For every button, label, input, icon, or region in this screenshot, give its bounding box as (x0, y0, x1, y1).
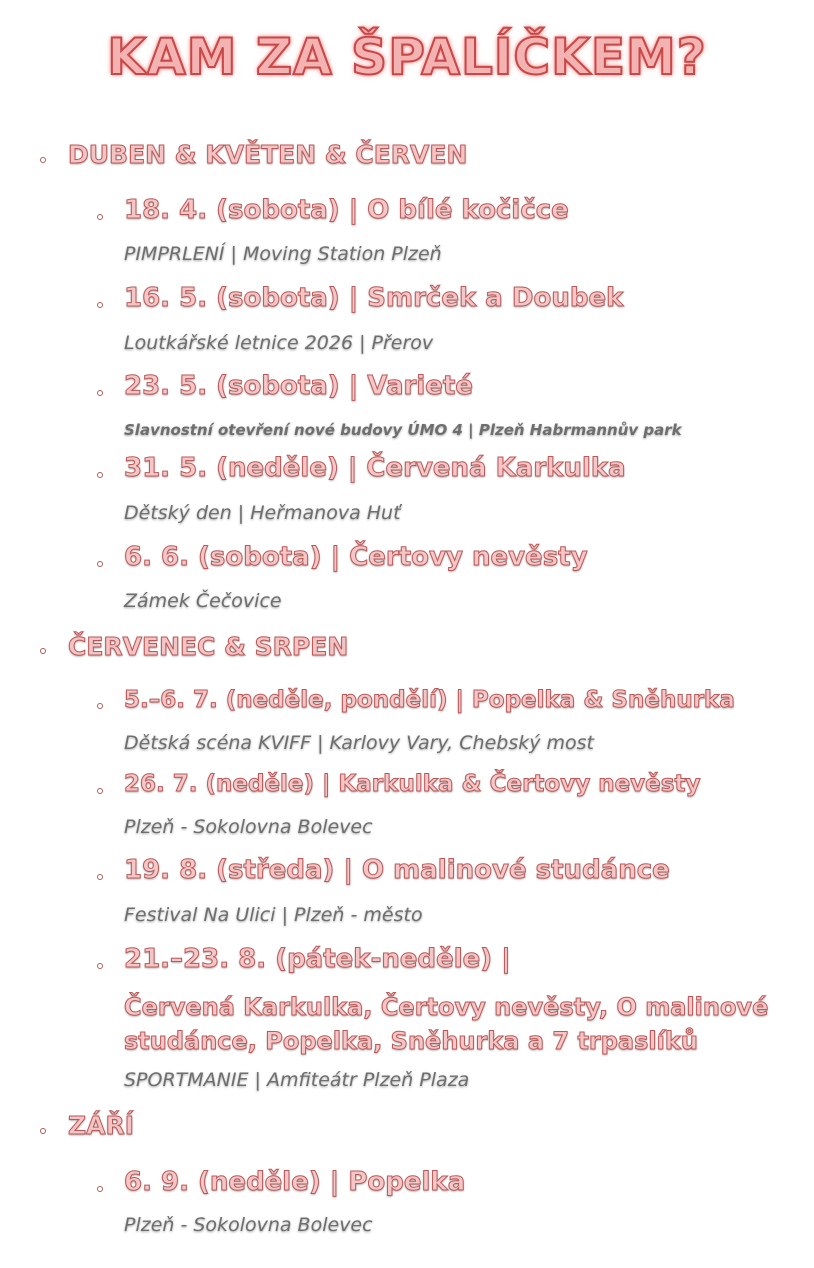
event-place: Plzeň - Sokolovna Bolevec (124, 1214, 373, 1236)
event-title: 23. 5. (sobota) | Varieté (124, 371, 473, 401)
event-place: Slavnostní otevření nové budovy ÚMO 4 | Plzeň Habrmannův park (124, 421, 682, 439)
event-title: 26. 7. (neděle) | Karkulka & Čertovy nevěsty (124, 771, 701, 797)
event-place: Loutkářské letnice 2026 | Přerov (124, 332, 434, 354)
bullet-icon (97, 788, 103, 794)
section-heading-summer: ČERVENEC & SRPEN (68, 632, 349, 661)
bullet-icon (97, 214, 103, 220)
event-place: PIMPRLENÍ | Moving Station Plzeň (124, 243, 442, 265)
bullet-icon (40, 157, 46, 163)
bullet-icon (97, 390, 103, 396)
event-title: 31. 5. (neděle) | Červená Karkulka (124, 453, 626, 483)
event-title: 19. 8. (středa) | O malinové studánce (124, 855, 670, 885)
event-place: Plzeň - Sokolovna Bolevec (124, 816, 373, 838)
bullet-icon (40, 1128, 46, 1134)
event-title: 21.–23. 8. (pátek-neděle) | (124, 944, 511, 974)
event-title: 16. 5. (sobota) | Smrček a Doubek (124, 283, 624, 313)
event-place: SPORTMANIE | Amfiteátr Plzeň Plaza (124, 1069, 470, 1091)
event-title: 5.–6. 7. (neděle, pondělí) | Popelka & Sněhurka (124, 687, 735, 713)
event-place: Festival Na Ulici | Plzeň - město (124, 904, 423, 926)
event-place: Dětský den | Heřmanova Huť (124, 502, 401, 524)
bullet-icon (97, 703, 103, 709)
bullet-icon (97, 874, 103, 880)
section-heading-autumn: ZÁŘÍ (68, 1111, 135, 1140)
bullet-icon (97, 561, 103, 567)
bullet-icon (97, 302, 103, 308)
event-title: 6. 6. (sobota) | Čertovy nevěsty (124, 542, 588, 572)
page-title: KAM ZA ŠPALÍČKEM? (107, 28, 707, 86)
bullet-icon (40, 648, 46, 654)
event-place: Zámek Čečovice (124, 590, 282, 612)
event-title: 18. 4. (sobota) | O bílé kočičce (124, 195, 569, 225)
bullet-icon (97, 472, 103, 478)
bullet-icon (97, 1186, 103, 1192)
event-title: 6. 9. (neděle) | Popelka (124, 1167, 466, 1197)
event-detail: Červená Karkulka, Čertovy nevěsty, O malinové studánce, Popelka, Sněhurka a 7 trpaslíků (124, 993, 769, 1055)
event-place: Dětská scéna KVIFF | Karlovy Vary, Chebský most (124, 732, 594, 754)
bullet-icon (97, 963, 103, 969)
section-heading-spring: DUBEN & KVĚTEN & ČERVEN (68, 140, 468, 169)
